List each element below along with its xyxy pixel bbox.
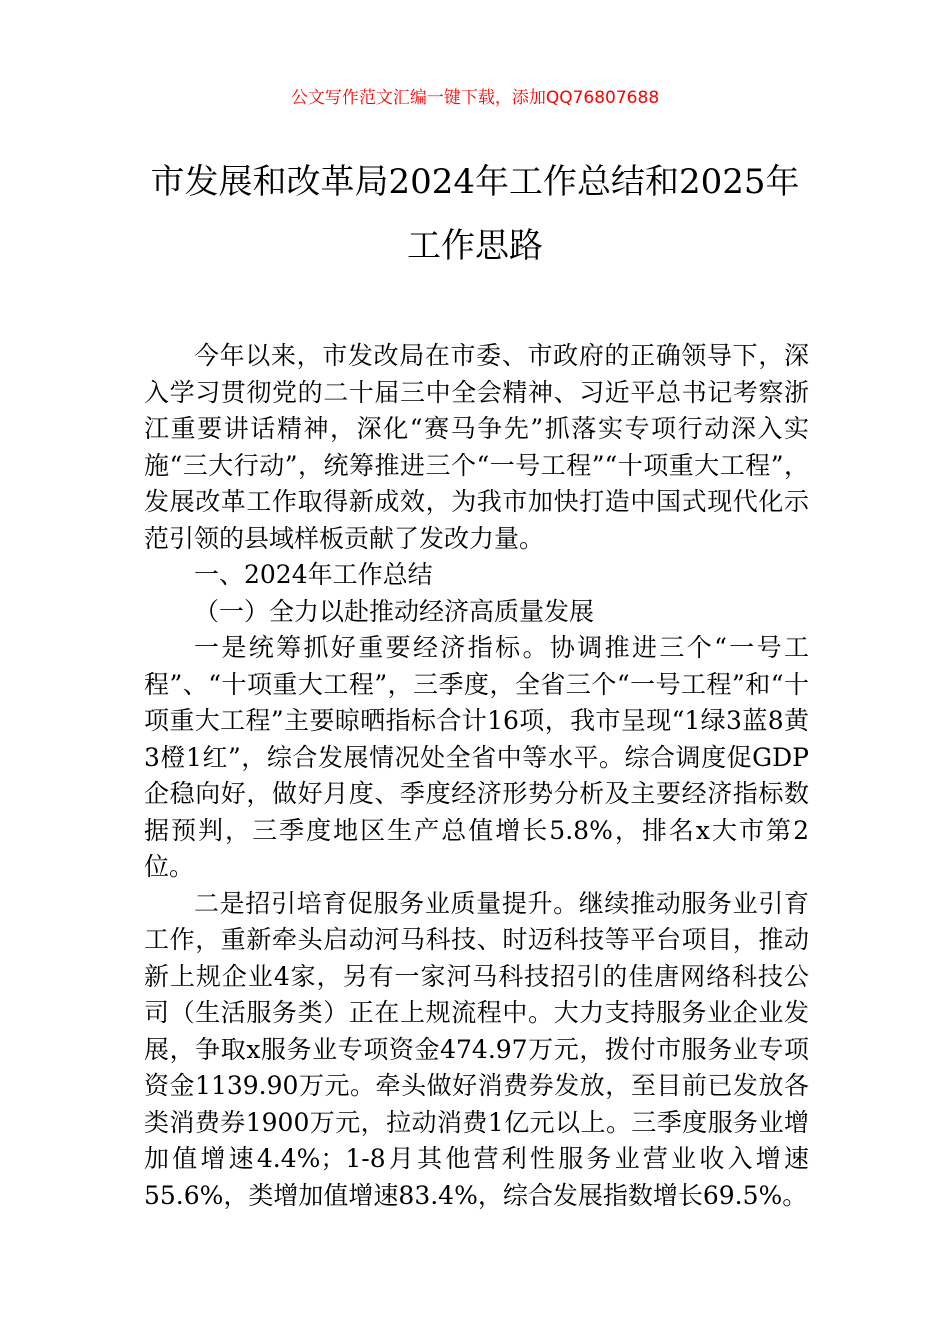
document-title [120, 150, 830, 278]
body-paragraph: 一是统筹抓好重要经济指标。协调推进三个“一号工程”、“十项重大工程”，三季度，全省三个“一号工程”和“十项重大工程”主要晾晒指标合计16项，我市呈现“1绿3蓝8黄3橙1红”，综合发展情况处全省中等水平。综合调度促GDP企稳向好，做好月度、季度经济形势分析及主要经济指标数据预判，三季度地区生产总值增长5.8%，排名x大市第2位。 [144, 633, 809, 881]
title-line-2: 工作思路 [407, 226, 543, 266]
section-heading: 一、2024年工作总结 [194, 560, 433, 589]
intro-paragraph: 今年以来，市发改局在市委、市政府的正确领导下，深入学习贯彻党的二十届三中全会精神、习近平总书记考察浙江重要讲话精神，深化“赛马争先”抓落实专项行动深入实施“三大行动”，统筹推进三个“一号工程”“十项重大工程”，发展改革工作取得新成效，为我市加快打造中国式现代化示范引领的县域样板贡献了发改力量。 [144, 341, 809, 553]
header-promo-note: 公文写作范文汇编一键下载，添加QQ76807688 [290, 88, 660, 108]
subsection-heading: （一）全力以赴推动经济高质量发展 [194, 596, 595, 626]
body-paragraph: 二是招引培育促服务业质量提升。继续推动服务业引育工作，重新牵头启动河马科技、时迈科技等平台项目，推动新上规企业4家，另有一家河马科技招引的佳唐网络科技公司（生活服务类）正在上规流程中。大力支持服务业企业发展，争取x服务业专项资金474.97万元，拨付市服务业专项资金1139.90万元。牵头做好消费券发放，至目前已发放各类消费券1900万元，拉动消费1亿元以上。三季度服务业增加值增速4.4%；1-8月其他营利性服务业营业收入增速55.6%，类增加值增速83.4%，综合发展指数增长69.5%。 [144, 888, 809, 1210]
document-body [144, 338, 809, 1214]
title-line-1: 市发展和改革局2024年工作总结和2025年 [150, 162, 800, 202]
